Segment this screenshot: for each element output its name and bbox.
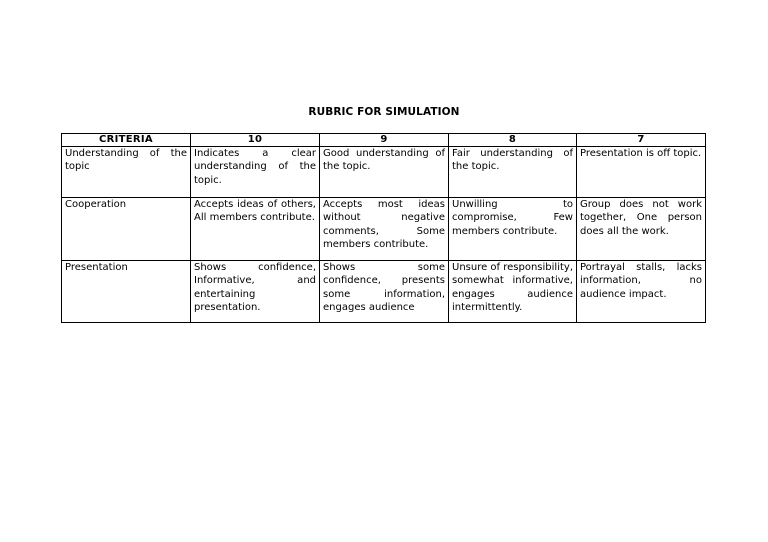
table-row	[62, 198, 706, 261]
header-score-8: 8	[449, 134, 577, 147]
criteria-cell: Presentation	[62, 261, 191, 323]
header-row	[62, 134, 706, 147]
score-9-cell: Accepts most ideas without negative comments, Some members contribute.	[320, 198, 449, 261]
score-10-cell: Indicates a clear understanding of the topic.	[191, 147, 320, 198]
score-7-cell: Group does not work together, One person does all the work.	[577, 198, 706, 261]
score-7-cell: Presentation is off topic.	[577, 147, 706, 198]
score-10-cell: Shows confidence, Informative, and entertaining presentation.	[191, 261, 320, 323]
score-8-cell: Fair understanding of the topic.	[449, 147, 577, 198]
score-10-cell: Accepts ideas of others, All members contribute.	[191, 198, 320, 261]
score-8-cell: Unsure of responsibility, somewhat informative, engages audience intermittently.	[449, 261, 577, 323]
header-score-7: 7	[577, 134, 706, 147]
header-score-10: 10	[191, 134, 320, 147]
header-criteria: CRITERIA	[62, 134, 191, 147]
score-7-cell: Portrayal stalls, lacks information, no audience impact.	[577, 261, 706, 323]
criteria-cell: Cooperation	[62, 198, 191, 261]
table-row	[62, 147, 706, 198]
rubric-table	[61, 133, 706, 323]
document-title: RUBRIC FOR SIMULATION	[308, 106, 460, 118]
score-9-cell: Good understanding of the topic.	[320, 147, 449, 198]
header-score-9: 9	[320, 134, 449, 147]
criteria-cell: Understanding of the topic	[62, 147, 191, 198]
score-9-cell: Shows some confidence, presents some information, engages audience	[320, 261, 449, 323]
table-row	[62, 261, 706, 323]
score-8-cell: Unwilling to compromise, Few members contribute.	[449, 198, 577, 261]
